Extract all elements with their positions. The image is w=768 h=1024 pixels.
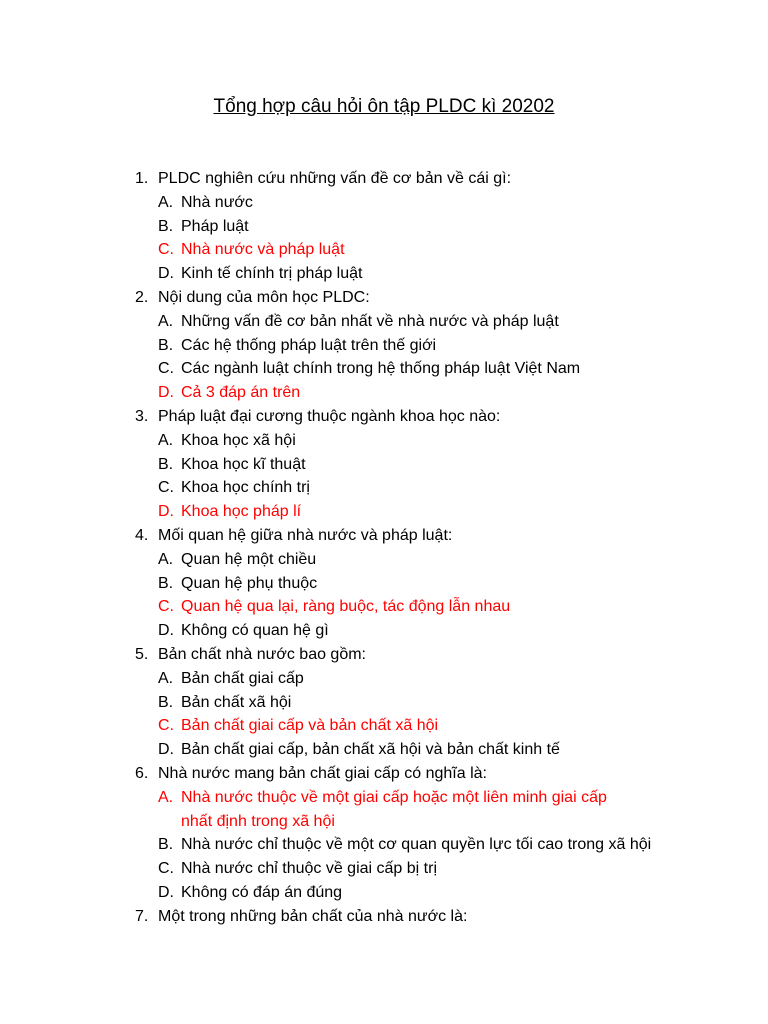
question-list: [0, 167, 768, 929]
option-letter: A.: [158, 193, 174, 211]
answer-option: [0, 619, 768, 643]
question-number: 6.: [135, 764, 149, 782]
option-letter: D.: [158, 384, 174, 402]
answer-option: [0, 357, 768, 381]
option-letter: D.: [158, 265, 174, 283]
question-text: Bản chất nhà nước bao gồm:: [158, 645, 366, 663]
question-number: 1.: [135, 170, 149, 187]
question-text: Một trong những bản chất của nhà nước là:: [158, 907, 468, 925]
question-number: 2.: [135, 288, 149, 306]
option-text: Bản chất giai cấp: [181, 669, 304, 687]
option-text: Nhà nước: [181, 193, 253, 211]
question-2: [0, 286, 768, 310]
option-text: Bản chất giai cấp và bản chất xã hội: [181, 717, 439, 735]
option-text: Bản chất giai cấp, bản chất xã hội và bản chất kinh tế: [181, 741, 560, 759]
question-number: 7.: [135, 907, 149, 925]
option-letter: D.: [158, 503, 174, 521]
option-text: Nhà nước thuộc về một giai cấp hoặc một liên minh giai cấp: [181, 788, 607, 806]
option-text: Quan hệ qua lại, ràng buộc, tác động lẫn nhau: [181, 598, 511, 616]
answer-option-correct: [0, 786, 768, 810]
option-letter: C.: [158, 360, 174, 378]
option-letter: C.: [158, 479, 174, 497]
option-text: Nhà nước và pháp luật: [181, 241, 345, 259]
option-text: Nhà nước chỉ thuộc về giai cấp bị trị: [181, 860, 437, 878]
answer-option: [0, 453, 768, 477]
question-number: 3.: [135, 407, 149, 425]
option-text: Khoa học xã hội: [181, 431, 296, 449]
answer-option: [0, 667, 768, 691]
option-text: Không có quan hệ gì: [181, 622, 329, 640]
question-7: [0, 905, 768, 929]
option-letter: D.: [158, 883, 174, 901]
option-letter: D.: [158, 622, 174, 640]
question-text: Pháp luật đại cương thuộc ngành khoa học nào:: [158, 407, 501, 425]
option-text: Quan hệ phụ thuộc: [181, 574, 318, 592]
answer-option: [0, 881, 768, 905]
question-number: 4.: [135, 526, 149, 544]
question-text: Nhà nước mang bản chất giai cấp có nghĩa là:: [158, 764, 487, 782]
option-letter: B.: [158, 336, 174, 354]
question-text: PLDC nghiên cứu những vấn đề cơ bản về cái gì:: [158, 170, 512, 187]
option-letter: A.: [158, 669, 174, 687]
answer-option: [0, 476, 768, 500]
option-letter: C.: [158, 717, 174, 735]
option-letter: C.: [158, 860, 174, 878]
option-letter: C.: [158, 598, 174, 616]
answer-option: [0, 429, 768, 453]
option-letter: C.: [158, 241, 174, 259]
answer-option: [0, 310, 768, 334]
option-text: Khoa học pháp lí: [181, 503, 302, 521]
answer-option: [0, 191, 768, 215]
question-4: [0, 524, 768, 548]
option-text: Khoa học kĩ thuật: [181, 455, 306, 473]
answer-option-correct: [0, 595, 768, 619]
answer-option-correct: [0, 500, 768, 524]
question-1: [0, 167, 768, 191]
option-letter: A.: [158, 312, 174, 330]
option-letter: A.: [158, 431, 174, 449]
option-text: Không có đáp án đúng: [181, 883, 343, 901]
option-text: Khoa học chính trị: [181, 479, 310, 497]
answer-option: [0, 548, 768, 572]
option-text: Các ngành luật chính trong hệ thống pháp luật Việt Nam: [181, 360, 581, 378]
answer-option: [0, 572, 768, 596]
option-letter: D.: [158, 741, 174, 759]
option-letter: B.: [158, 574, 174, 592]
answer-option: [0, 691, 768, 715]
option-letter: B.: [158, 455, 174, 473]
page-title: Tổng hợp câu hỏi ôn tập PLDC kì 20202: [213, 96, 555, 117]
answer-option-correct: [0, 238, 768, 262]
option-letter: B.: [158, 836, 174, 854]
question-5: [0, 643, 768, 667]
option-text: Kinh tế chính trị pháp luật: [181, 265, 363, 283]
question-text: Mối quan hệ giữa nhà nước và pháp luật:: [158, 526, 453, 544]
question-6: [0, 762, 768, 786]
option-letter: B.: [158, 693, 174, 711]
option-letter: A.: [158, 788, 174, 806]
question-number: 5.: [135, 645, 149, 663]
answer-option: [0, 833, 768, 857]
answer-option: [0, 857, 768, 881]
option-text-continuation: [0, 810, 768, 834]
answer-option-correct: [0, 714, 768, 738]
option-text: Bản chất xã hội: [181, 693, 292, 711]
option-text: Những vấn đề cơ bản nhất về nhà nước và pháp luật: [181, 312, 559, 330]
answer-option: [0, 334, 768, 358]
option-text: Pháp luật: [181, 217, 249, 235]
option-text: Cả 3 đáp án trên: [181, 384, 301, 402]
option-text: Quan hệ một chiều: [181, 550, 317, 568]
question-3: [0, 405, 768, 429]
question-text: Nội dung của môn học PLDC:: [158, 288, 370, 306]
option-text: Các hệ thống pháp luật trên thế giới: [181, 336, 437, 354]
option-letter: B.: [158, 217, 174, 235]
answer-option-correct: [0, 381, 768, 405]
option-letter: A.: [158, 550, 174, 568]
answer-option: [0, 262, 768, 286]
option-text-continued: nhất định trong xã hội: [181, 812, 335, 830]
option-text: Nhà nước chỉ thuộc về một cơ quan quyền lực tối cao trong xã hội: [181, 836, 652, 854]
answer-option: [0, 738, 768, 762]
answer-option: [0, 215, 768, 239]
